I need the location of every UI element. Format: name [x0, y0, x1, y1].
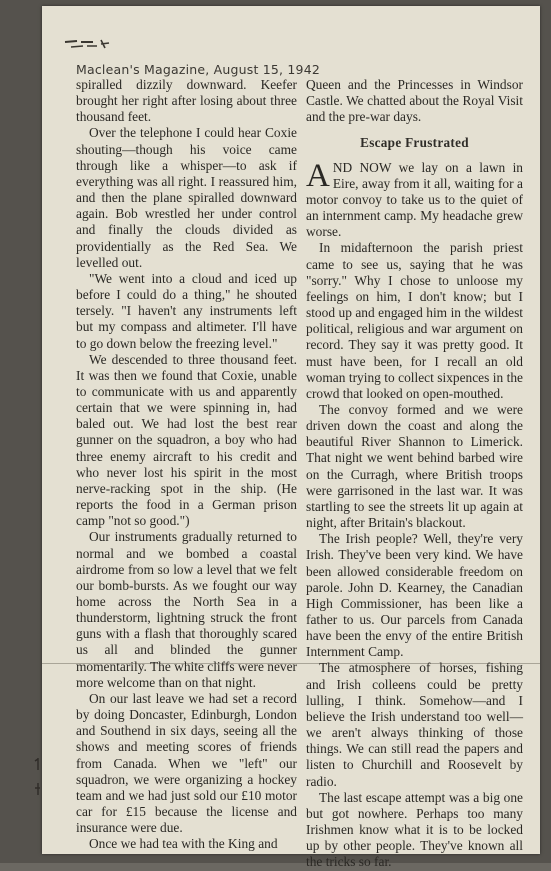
paragraph: We descended to three thousand feet. It was then we found that Coxie, unable to communicate with us and apparently certain that we were spinning in, had baled out. We had lost the best rear gunner on the squadron, a boy who had three enemy aircraft to his credit and who never lost his spirit in the most nerve-racking spot in the ship. (He reports the food in a German prison camp "not so good."): [76, 351, 297, 529]
left-column: [76, 77, 297, 853]
dropcap-paragraph-text: ND NOW we lay on a lawn in Eire, away from it all, waiting for a motor convoy to take us to the quiet of an internment camp. My headache grew worse.: [306, 159, 523, 240]
paragraph: spiralled dizzily downward. Keefer brought her right after losing about three thousand feet.: [76, 77, 297, 125]
fold-crease: [42, 663, 540, 664]
paragraph: The atmosphere of horses, fishing and Irish colleens could be pretty lulling, I think. Somehow—and I believe the Irish understand too well—we aren't always thinking of those things. We can still read the papers and listen to Churchill and Roosevelt by radio.: [306, 660, 523, 789]
paragraph: Over the telephone I could hear Coxie shouting—though his voice came through like a whisper—to ask if everything was all right. I reassured him, and then the plane spiralled downward again. Bob wrestled her under control and finally the clouds divided as providentially as the Red Sea. We levelled out.: [76, 125, 297, 270]
edge-tick-mark: [34, 783, 42, 795]
masthead: Maclean's Magazine, August 15, 1942: [76, 62, 320, 77]
paragraph: In midafternoon the parish priest came to see us, saying that he was "sorry." Why I chose to unloose my feelings on him, I don't know; but I stood up and engaged him in the wildest political, religious and war argument on record. They say it was pretty good. It must have been, for I recall an old woman trying to collect sixpences in the crowd that looked on open-mouthed.: [306, 240, 523, 401]
paragraph: Once we had tea with the King and: [89, 836, 278, 852]
edge-tick-mark: [34, 758, 42, 770]
paragraph: The Irish people? Well, they're very Irish. They've been very kind. We have been allowed considerable freedom on parole. John D. Kearney, the Canadian High Commissioner, has been like a father to us. Our parcels from Canada have been the envy of the entire British Internment Camp.: [306, 531, 523, 660]
right-column: [306, 77, 523, 871]
paragraph-dropcap: [306, 157, 523, 241]
drop-cap: A: [306, 157, 330, 194]
paragraph: Our instruments gradually returned to normal and we bombed a coastal airdrome from so low a level that we felt our bomb-bursts. As we fought our way home across the North Sea in a thunderstorm, lightning struck the front guns with a flash that thoroughly scared us all and blinded the gunner momentarily. The white cliffs were never more welcome than on that night.: [76, 529, 297, 690]
paragraph: Queen and the Princesses in Windsor Castle. We chatted about the Royal Visit and the pre-war days.: [306, 77, 523, 125]
section-subhead: Escape Frustrated: [360, 135, 469, 151]
paragraph: The convoy formed and we were driven down the coast and along the beautiful River Shannon to Limerick. That night we went behind barbed wire on the Curragh, where British troops were garrisoned in the last war. It was startling to see the streets lit up again at night, after Britain's blackout.: [306, 401, 523, 531]
paragraph: "We went into a cloud and iced up before I could do a thing," he shouted tersely. "I haven't any instruments left but my compass and altimeter. I'll have to go down below the freezing level.": [76, 270, 297, 351]
paragraph: The last escape attempt was a big one but got nowhere. Perhaps too many Irishmen know what it is to be locked up by other people. They've known all the tricks so far.: [306, 789, 523, 870]
paragraph: On our last leave we had set a record by doing Doncaster, Edinburgh, London and Southend in six days, seeing all the shows and meeting scores of friends from Canada. When we "left" our squadron, we were organizing a hockey team and we had just sold our £10 motor car for £15 because the license and insurance were due.: [76, 690, 297, 836]
handwritten-marks: [63, 36, 123, 52]
